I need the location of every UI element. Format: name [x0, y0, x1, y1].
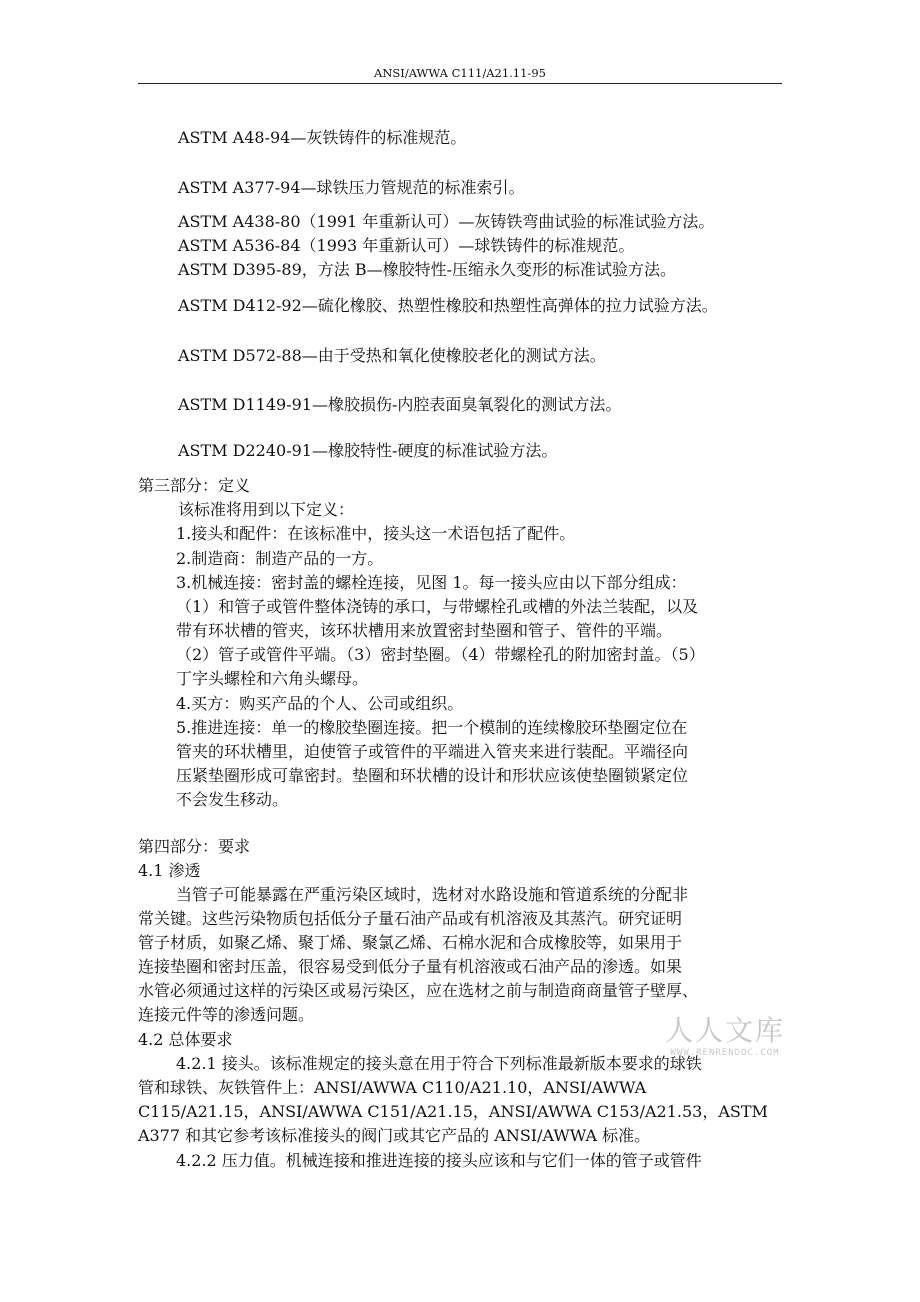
section-3-heading: 第三部分：定义	[138, 476, 251, 495]
reference-item: ASTM D572-88—由于受热和氧化使橡胶老化的测试方法。	[178, 346, 606, 365]
paragraph-line: 管子材质，如聚乙烯、聚丁烯、聚氯乙烯、石棉水泥和合成橡胶等，如果用于	[138, 933, 683, 952]
reference-item: ASTM A377-94—球铁压力管规范的标准索引。	[178, 178, 525, 197]
paragraph-line: 4.2.2 压力值。机械连接和推进连接的接头应该和与它们一体的管子或管件	[176, 1151, 702, 1170]
paragraph-line: 4.2.1 接头。该标准规定的接头意在用于符合下列标准最新版本要求的球铁	[176, 1054, 702, 1073]
paragraph-line: 水管必须通过这样的污染区或易污染区，应在选材之前与制造商商量管子壁厚、	[138, 981, 699, 1000]
paragraph-line: 管和球铁、灰铁管件上：ANSI/AWWA C110/A21.10，ANSI/AWWA	[138, 1078, 647, 1097]
definition-line: 4.买方：购买产品的个人、公司或组织。	[176, 694, 464, 713]
definition-line: 带有环状槽的管夹，该环状槽用来放置密封垫圈和管子、管件的平端。	[176, 621, 673, 640]
definition-line: 1.接头和配件：在该标准中，接头这一术语包括了配件。	[176, 524, 576, 543]
reference-item: ASTM D2240-91—橡胶特性-硬度的标准试验方法。	[178, 441, 558, 460]
definition-line: 5.推进连接：单一的橡胶垫圈连接。把一个模制的连续橡胶环垫圈定位在	[176, 718, 688, 737]
section-3-intro: 该标准将用到以下定义：	[178, 500, 355, 519]
definition-line: 丁字头螺栓和六角头螺母。	[176, 669, 369, 688]
reference-item: ASTM A48-94—灰铁铸件的标准规范。	[178, 128, 467, 147]
reference-item: ASTM A438-80（1991 年重新认可）—灰铸铁弯曲试验的标准试验方法。	[178, 212, 715, 231]
definition-line: （1）和管子或管件整体浇铸的承口，与带螺栓孔或槽的外法兰装配，以及	[176, 597, 699, 616]
paragraph-line: C115/A21.15，ANSI/AWWA C151/A21.15，ANSI/AWWA C153/A21.53，ASTM	[138, 1102, 768, 1121]
paragraph-line: A377 和其它参考该标准接头的阀门或其它产品的 ANSI/AWWA 标准。	[138, 1126, 651, 1145]
definition-line: （2）管子或管件平端。（3）密封垫圈。（4）带螺栓孔的附加密封盖。（5）	[176, 645, 705, 664]
paragraph-line: 当管子可能暴露在严重污染区域时，选材对水路设施和管道系统的分配非	[176, 885, 689, 904]
reference-item: ASTM D412-92—硫化橡胶、热塑性橡胶和热塑性高弹体的拉力试验方法。	[178, 296, 718, 315]
watermark-logo	[655, 1014, 795, 1059]
header-rule	[138, 83, 782, 84]
section-4-1-heading: 4.1 渗透	[138, 861, 201, 880]
section-4-heading: 第四部分：要求	[138, 837, 251, 856]
definition-line: 3.机械连接：密封盖的螺栓连接，见图 1。每一接头应由以下部分组成：	[176, 573, 687, 592]
paragraph-line: 常关键。这些污染物质包括低分子量石油产品或有机溶液及其蒸汽。研究证明	[138, 909, 683, 928]
paragraph-line: 连接垫圈和密封压盖，很容易受到低分子量有机溶液或石油产品的渗透。如果	[138, 957, 683, 976]
definition-line: 压紧垫圈形成可靠密封。垫圈和环状槽的设计和形状应该使垫圈锁紧定位	[176, 766, 689, 785]
watermark-text: 人人文库	[664, 1014, 785, 1047]
reference-item: ASTM A536-84（1993 年重新认可）—球铁铸件的标准规范。	[178, 236, 635, 255]
section-4-2-heading: 4.2 总体要求	[138, 1030, 233, 1049]
definition-line: 2.制造商：制造产品的一方。	[176, 549, 384, 568]
reference-item: ASTM D1149-91—橡胶损伤-内腔表面臭氧裂化的测试方法。	[178, 395, 622, 414]
definition-line: 管夹的环状槽里，迫使管子或管件的平端进入管夹来进行装配。平端径向	[176, 742, 689, 761]
definition-line: 不会发生移动。	[176, 790, 289, 809]
watermark-url: WWW.RENRENDOC.COM	[670, 1048, 780, 1058]
reference-item: ASTM D395-89，方法 B—橡胶特性-压缩永久变形的标准试验方法。	[178, 260, 677, 279]
header-title: ANSI/AWWA C111/A21.11-95	[374, 66, 546, 80]
paragraph-line: 连接元件等的渗透问题。	[138, 1005, 315, 1024]
